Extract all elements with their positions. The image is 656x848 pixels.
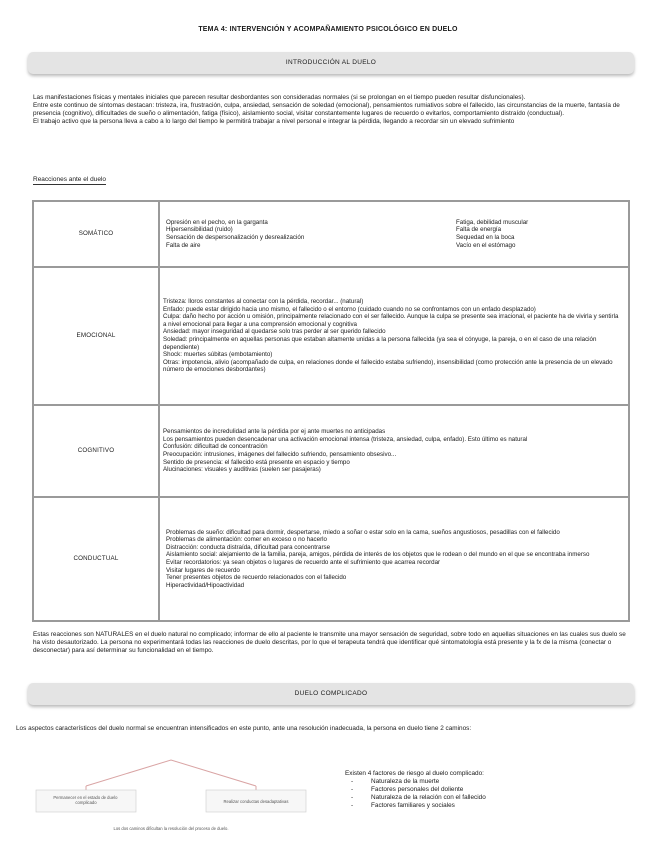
- intro-paragraph-1: Las manifestaciones físicas y mentales iniciales que parecen resultar desbordantes son consideradas normales (si se prolongan en el tiempo pueden resultar disfuncionales).: [33, 94, 526, 101]
- intro-banner: INTRODUCCIÓN AL DUELO: [28, 52, 634, 74]
- row-content-cognitive: [159, 405, 629, 497]
- list-item: Falta de energía: [456, 226, 502, 234]
- row-label-somatic: SOMÁTICO: [33, 201, 159, 267]
- list-item: Alucinaciones: visuales y auditivas (suelen ser pasajeras): [163, 466, 321, 474]
- list-item: Soledad: principalmente en aquellas personas que estaban altamente unidas a la persona fallecida (ya sea el cónyuge, la pareja, o en el caso de una relación dependiente): [163, 336, 597, 351]
- list-item: Los pensamientos pueden desencadenar una activación emocional intensa (tristeza, ansiedad, culpa, enfado). Esto último es natural: [163, 435, 528, 443]
- diagram-connector-lines: [86, 760, 256, 786]
- list-item: - Naturaleza de la muerte: [361, 778, 486, 786]
- row-label-behavioral: CONDUCTUAL: [33, 497, 159, 621]
- list-item: Problemas de alimentación: comer en exceso o no hacerlo: [166, 536, 327, 544]
- diagram-left-label: Permanecer en el estado de duelo complicado: [53, 795, 118, 805]
- row-content-emotional: [159, 267, 629, 405]
- list-item: Problemas de sueño: dificultad para dormir, despertarse, miedo a soñar o estar solo en la cama, sueños angustiosos, pesadillas con el fallecido: [166, 528, 560, 536]
- after-table-paragraph: Estas reacciones son NATURALES en el duelo natural no complicado; informar de ello al paciente le transmite una mayor sensación de seguridad, sobre todo en aquellas situaciones en las cuales sus duelo se ha visto desautorizado. La persona no experimentará todas las reacciones de duelo descritas, por lo que el terapeuta tendrá que identificar qué sintomatología está presente y la fx de la misma (conectar o desconectar) para así determinar su funcionalidad en el tiempo.: [33, 631, 626, 654]
- after-table-text: [33, 631, 633, 655]
- row-label-emotional: EMOCIONAL: [33, 267, 159, 405]
- table-row-behavioral: [33, 497, 629, 621]
- diagram-caption: Los dos caminos dificultan la resolución del proceso de duelo.: [113, 826, 229, 831]
- complicated-banner: DUELO COMPLICADO: [28, 683, 634, 705]
- list-item: Shock: muertes súbitas (embotamiento): [163, 351, 273, 359]
- reactions-subheading: Reacciones ante el duelo: [33, 176, 106, 183]
- table-row-somatic: [33, 201, 629, 267]
- list-item: Hipersensibilidad (ruido): [166, 226, 233, 234]
- list-item: - Naturaleza de la relación con el fallecido: [361, 794, 486, 802]
- risk-list: [345, 778, 486, 810]
- risk-intro: Existen 4 factores de riesgo al duelo complicado:: [345, 770, 484, 777]
- list-item: Vacío en el estómago: [456, 241, 516, 249]
- list-item: - Factores personales del doliente: [361, 786, 486, 794]
- row-content-somatic: [159, 201, 629, 267]
- intro-paragraph-3: El trabajo activo que la persona lleva a cabo a lo largo del tiempo le permitirá trabajar a nivel personal e integrar la pérdida, llegando a recordar sin un elevado sufrimiento: [33, 118, 515, 125]
- list-item: Culpa: daño hecho por acción u omisión, principalmente relacionado con el ser fallecido. Aunque la culpa se presente sea irracional, el paciente ha de vivirla y sentirla a nivel emocional para llegar a una comprensión emocional y cognitiva: [163, 313, 619, 328]
- intro-paragraph-2: Entre este continuo de síntomas destacan: tristeza, ira, frustración, culpa, ansiedad, sensación de soledad (emocional), pensamientos rumiativos sobre el fallecido, las circunstancias de la muerte, fantasía de presencia (cognitivo), dificultades de sueño o alimentación, fatiga (físico), aislamiento social, visitar constantemente lugares de recuerdo o evitarlos, comportamiento distraído (conductual).: [33, 102, 620, 117]
- list-item: Sentido de presencia: el fallecido está presente en espacio y tiempo: [163, 458, 350, 466]
- list-item: Tener presentes objetos de recuerdo relacionados con el fallecido: [166, 574, 347, 582]
- complicated-paragraph: Los aspectos característicos del duelo normal se encuentran intensificados en este punto, ante una resolución inadecuada, la persona en duelo tiene 2 caminos:: [16, 725, 472, 732]
- list-item: Fatiga, debilidad muscular: [456, 218, 529, 226]
- list-item: Evitar recordatorios: ya sean objetos o lugares de recuerdo ante el sufrimiento que acarrea recordar: [166, 559, 441, 566]
- table-row-cognitive: [33, 405, 629, 497]
- list-item: Aislamiento social: alejamiento de la familia, pareja, amigos, pérdida de interés de los objetos que le rodean o del mundo en el que se encontraba inmerso: [166, 551, 590, 559]
- reactions-table: [32, 200, 630, 622]
- list-item: - Factores familiares y sociales: [361, 802, 486, 810]
- list-item: Ansiedad: mayor inseguridad al quedarse solo tras perder al ser querido fallecido: [163, 328, 386, 336]
- complicated-text: [16, 725, 636, 733]
- table-row-emotional: [33, 267, 629, 405]
- page-title: TEMA 4: INTERVENCIÓN Y ACOMPAÑAMIENTO PSICOLÓGICO EN DUELO: [198, 26, 458, 33]
- row-label-cognitive: COGNITIVO: [33, 405, 159, 497]
- list-item: Confusión: dificultad de concentración: [163, 443, 268, 451]
- list-item: Tristeza: lloros constantes al conectar con la pérdida, recordar... (natural): [163, 298, 364, 306]
- list-item: Opresión en el pecho, en la garganta: [166, 218, 268, 226]
- list-item: Hiperactividad/Hipoactividad: [166, 581, 245, 589]
- list-item: Preocupación: intrusiones, imágenes del fallecido sufriendo, pensamiento obsesivo...: [163, 451, 397, 458]
- diagram-right-label: Realizar conductas desadaptativas: [223, 799, 289, 804]
- risk-factors: [345, 770, 486, 810]
- intro-text: [33, 94, 633, 126]
- list-item: Otras: impotencia, alivio (acompañado de culpa, en relaciones donde el fallecido estaba sufriendo), insensibilidad (como protección ante la presencia de un elevado número de emociones desbordantes): [163, 358, 613, 374]
- list-item: Visitar lugares de recuerdo: [166, 566, 240, 574]
- list-item: Distracción: conducta distraída, dificultad para concentrarse: [166, 543, 331, 551]
- list-item: Sensación de despersonalización y desrealización: [166, 234, 305, 241]
- list-item: Enfado: puede estar dirigido hacia uno mismo, el fallecido o el entorno (cuidado cuando no se confrontamos con un enfado desplazado): [163, 305, 536, 313]
- row-content-behavioral: [159, 497, 629, 621]
- two-paths-diagram: [26, 752, 316, 842]
- list-item: Sequedad en la boca: [456, 234, 515, 241]
- list-item: Falta de aire: [166, 241, 201, 249]
- list-item: Pensamientos de incredulidad ante la pérdida por ej ante muertes no anticipadas: [163, 428, 386, 436]
